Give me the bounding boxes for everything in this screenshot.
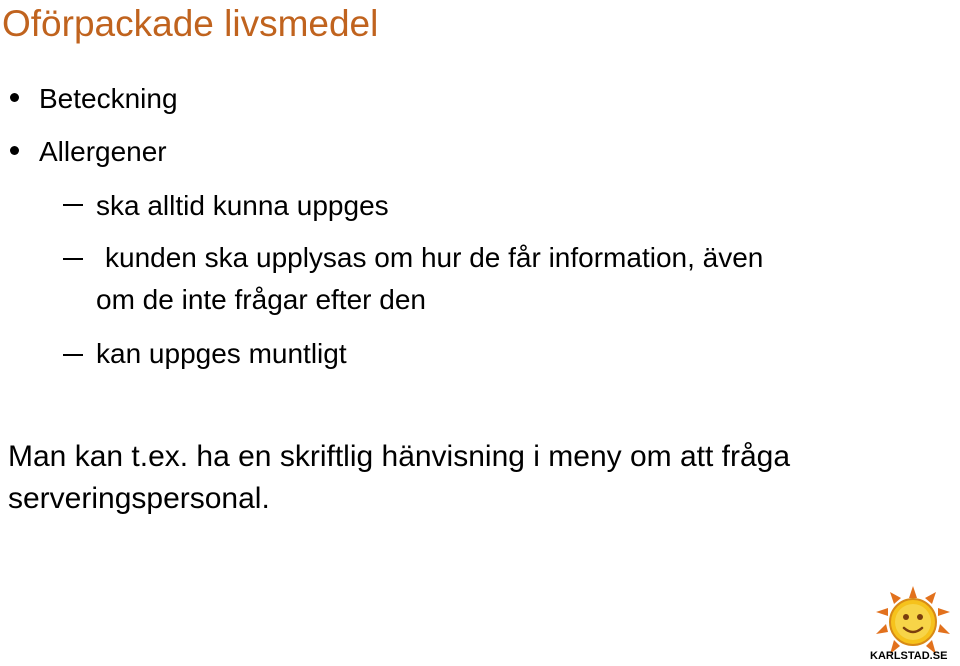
bullet-label: Beteckning — [39, 83, 178, 114]
bullet-dot — [10, 93, 19, 102]
sub-item-ska-alltid: ska alltid kunna uppges — [96, 190, 389, 221]
paragraph-line-2: serveringspersonal. — [8, 482, 270, 515]
sub-item-kunden-continued: om de inte frågar efter den — [96, 284, 426, 315]
dash-marker — [63, 204, 83, 206]
bullet-item-beteckning — [10, 82, 178, 116]
sub-item-muntligt: kan uppges muntligt — [96, 338, 347, 369]
logo-text: KARLSTAD.SE — [870, 650, 948, 662]
paragraph-line-1: Man kan t.ex. ha en skriftlig hänvisning i meny om att fråga — [8, 440, 791, 473]
bullet-item-allergener — [10, 135, 167, 169]
dash-marker — [63, 258, 83, 260]
dash-marker — [63, 354, 83, 356]
bullet-dot — [10, 146, 19, 155]
bullet-label: Allergener — [39, 136, 167, 167]
slide-title: Oförpackade livsmedel — [2, 3, 379, 44]
sub-item-kunden: kunden ska upplysas om hur de får information, även — [105, 242, 764, 273]
